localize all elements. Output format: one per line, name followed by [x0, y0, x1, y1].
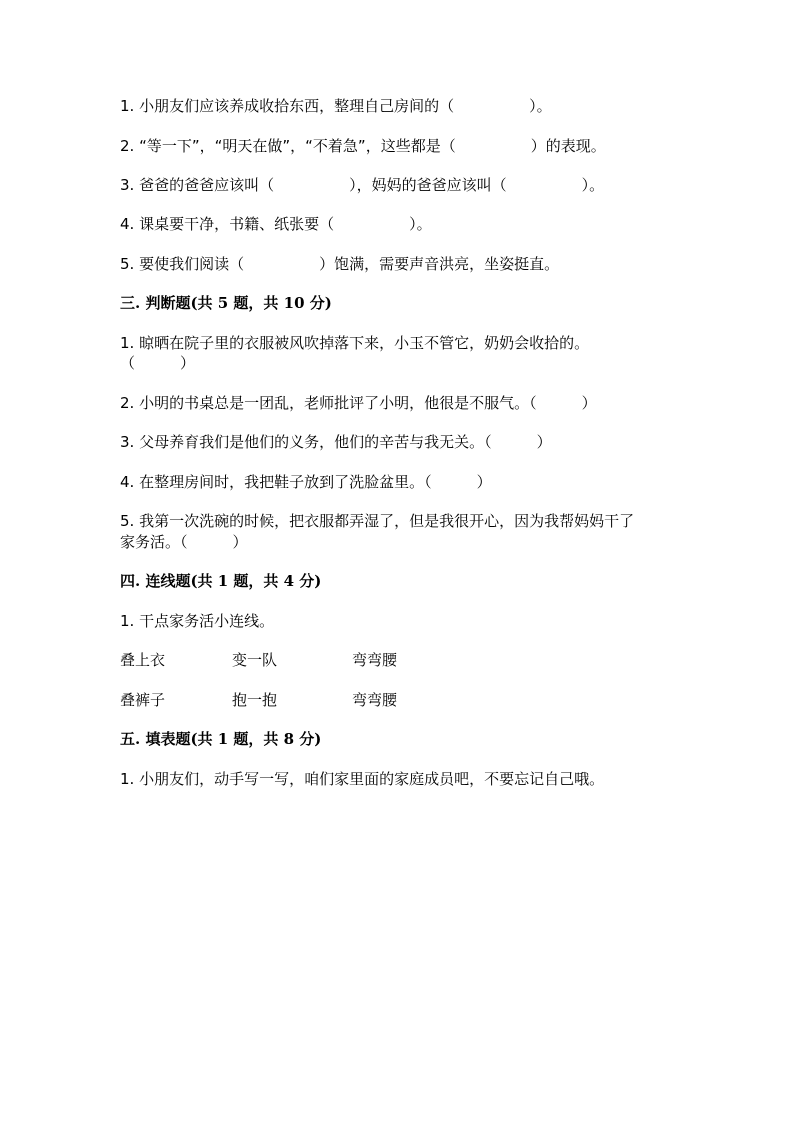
judge-question-4: 4. 在整理房间时，我把鞋子放到了洗脸盆里。（ ）	[120, 473, 492, 491]
matching-row1-col1: 叠上衣	[120, 651, 166, 669]
fill-question-4: 4. 课桌要干净，书籍、纸张要（ ）。	[120, 215, 432, 233]
matching-row1-col3: 弯弯腰	[352, 651, 398, 669]
judge-question-2: 2. 小明的书桌总是一团乱，老师批评了小明，他很是不服气。（ ）	[120, 394, 597, 412]
fill-question-1: 1. 小朋友们应该养成收拾东西，整理自己房间的（ ）。	[120, 97, 552, 115]
table-question-1: 1. 小朋友们，动手写一写，咱们家里面的家庭成员吧，不要忘记自己哦。	[120, 770, 605, 788]
section-heading-judge: 三. 判断题(共 5 题，共 10 分)	[120, 294, 332, 312]
fill-question-2: 2. “等一下”，“明天在做”，“不着急”，这些都是（ ）的表现。	[120, 137, 606, 155]
fill-question-5: 5. 要使我们阅读（ ）饱满，需要声音洪亮，坐姿挺直。	[120, 255, 560, 273]
matching-question-1: 1. 干点家务活小连线。	[120, 612, 275, 630]
section-heading-table: 五. 填表题(共 1 题，共 8 分)	[120, 730, 322, 748]
matching-row1-col2: 变一队	[232, 651, 278, 669]
matching-row2-col2: 抱一抱	[232, 691, 278, 709]
fill-question-3: 3. 爸爸的爸爸应该叫（ ），妈妈的爸爸应该叫（ ）。	[120, 176, 605, 194]
judge-question-3: 3. 父母养育我们是他们的义务，他们的辛苦与我无关。（ ）	[120, 433, 552, 451]
judge-question-1: 1. 晾晒在院子里的衣服被风吹掉落下来，小玉不管它，奶奶会收拾的。	[120, 334, 590, 352]
matching-row2-col3: 弯弯腰	[352, 691, 398, 709]
matching-row2-col1: 叠裤子	[120, 691, 166, 709]
judge-question-5-cont: 家务活。（ ）	[120, 533, 248, 551]
judge-question-5: 5. 我第一次洗碗的时候，把衣服都弄湿了，但是我很开心，因为我帮妈妈干了	[120, 512, 635, 530]
judge-question-1-blank: （ ）	[120, 354, 196, 372]
section-heading-matching: 四. 连线题(共 1 题，共 4 分)	[120, 572, 322, 590]
